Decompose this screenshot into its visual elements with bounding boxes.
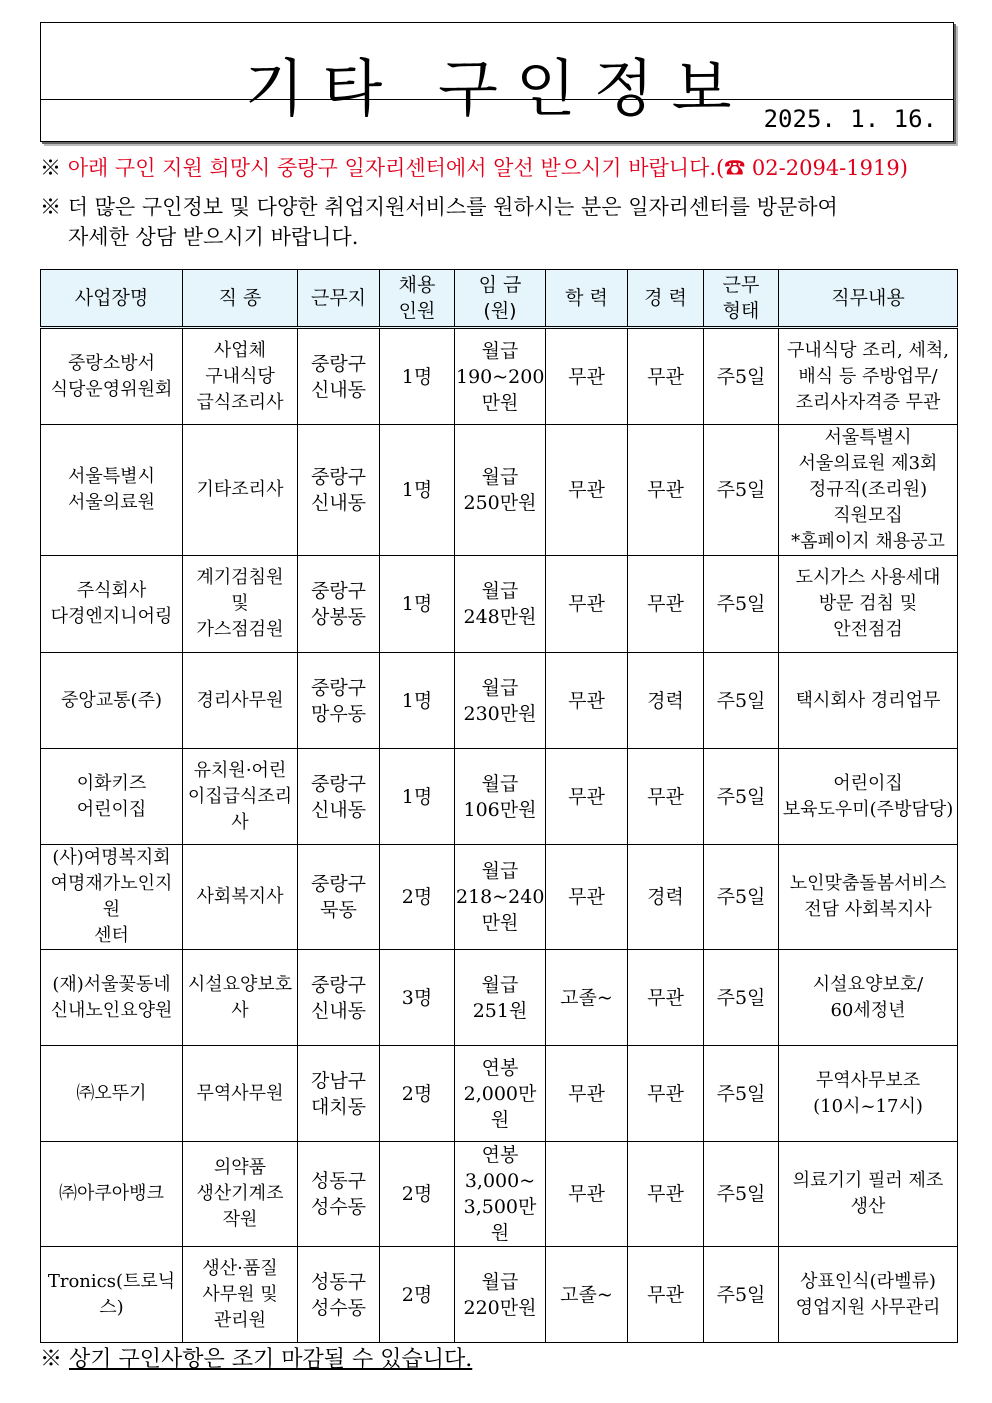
cell-education: 무관 bbox=[546, 749, 628, 845]
cell-job-description: 의료기기 필러 제조 생산 bbox=[779, 1142, 958, 1247]
cell-experience: 무관 bbox=[628, 1247, 704, 1343]
cell-experience: 경력 bbox=[628, 845, 704, 950]
cell-job-type: 경리사무원 bbox=[183, 653, 298, 749]
note-mark: ※ bbox=[40, 156, 61, 180]
table-row bbox=[41, 653, 958, 749]
cell-work-location: 강남구 대치동 bbox=[298, 1046, 380, 1142]
note-mark: ※ bbox=[40, 195, 61, 219]
cell-company-name: 중앙교통(주) bbox=[41, 653, 183, 749]
table-row bbox=[41, 1046, 958, 1142]
cell-headcount: 2명 bbox=[380, 1142, 455, 1247]
cell-job-description: 무역사무보조 (10시~17시) bbox=[779, 1046, 958, 1142]
cell-job-description: 노인맞춤돌봄서비스 전담 사회복지사 bbox=[779, 845, 958, 950]
visit-note-text-1: 더 많은 구인정보 및 다양한 취업지원서비스를 원하시는 분은 일자리센터를 방문하여 bbox=[67, 195, 838, 219]
cell-experience: 무관 bbox=[628, 328, 704, 425]
cell-work-schedule: 주5일 bbox=[704, 1046, 779, 1142]
cell-wage: 월급 250만원 bbox=[455, 425, 546, 556]
cell-work-schedule: 주5일 bbox=[704, 653, 779, 749]
cell-job-description: 상표인식(라벨류) 영업지원 사무관리 bbox=[779, 1247, 958, 1343]
cell-experience: 무관 bbox=[628, 1142, 704, 1247]
cell-job-type: 시설요양보호 사 bbox=[183, 950, 298, 1046]
cell-job-type: 유치원·어린 이집급식조리 사 bbox=[183, 749, 298, 845]
cell-headcount: 1명 bbox=[380, 556, 455, 653]
contact-note-text: 아래 구인 지원 희망시 중랑구 일자리센터에서 알선 받으시기 바랍니다.(☎ 02-2094-1919) bbox=[67, 156, 908, 180]
cell-work-location: 중랑구 망우동 bbox=[298, 653, 380, 749]
title-divider bbox=[41, 99, 953, 100]
cell-wage: 월급 230만원 bbox=[455, 653, 546, 749]
table-row bbox=[41, 845, 958, 950]
footer-note bbox=[40, 1342, 472, 1373]
cell-experience: 무관 bbox=[628, 1046, 704, 1142]
cell-company-name: (재)서울꽃동네 신내노인요양원 bbox=[41, 950, 183, 1046]
table-row bbox=[41, 425, 958, 556]
cell-company-name: ㈜오뚜기 bbox=[41, 1046, 183, 1142]
cell-experience: 무관 bbox=[628, 425, 704, 556]
cell-education: 고졸~ bbox=[546, 950, 628, 1046]
cell-company-name: 주식회사 다경엔지니어링 bbox=[41, 556, 183, 653]
cell-job-description: 도시가스 사용세대 방문 검침 및 안전점검 bbox=[779, 556, 958, 653]
cell-work-schedule: 주5일 bbox=[704, 425, 779, 556]
cell-education: 무관 bbox=[546, 328, 628, 425]
cell-wage: 월급 106만원 bbox=[455, 749, 546, 845]
cell-education: 무관 bbox=[546, 653, 628, 749]
column-header-experience: 경 력 bbox=[628, 270, 704, 328]
cell-company-name: Tronics(트로닉 스) bbox=[41, 1247, 183, 1343]
cell-work-schedule: 주5일 bbox=[704, 556, 779, 653]
page-title: 기타 구인정보 bbox=[244, 52, 750, 125]
cell-headcount: 1명 bbox=[380, 328, 455, 425]
table-row bbox=[41, 1247, 958, 1343]
column-header-headcount: 채용 인원 bbox=[380, 270, 455, 328]
cell-wage: 월급 218~240 만원 bbox=[455, 845, 546, 950]
cell-education: 무관 bbox=[546, 1142, 628, 1247]
cell-work-location: 성동구 성수동 bbox=[298, 1247, 380, 1343]
cell-job-type: 무역사무원 bbox=[183, 1046, 298, 1142]
cell-job-type: 사회복지사 bbox=[183, 845, 298, 950]
cell-job-type: 사업체 구내식당 급식조리사 bbox=[183, 328, 298, 425]
column-header-job-type: 직 종 bbox=[183, 270, 298, 328]
column-header-wage: 임 금 (원) bbox=[455, 270, 546, 328]
cell-headcount: 3명 bbox=[380, 950, 455, 1046]
cell-work-location: 중랑구 상봉동 bbox=[298, 556, 380, 653]
cell-work-location: 중랑구 신내동 bbox=[298, 749, 380, 845]
column-header-company-name: 사업장명 bbox=[41, 270, 183, 328]
cell-work-schedule: 주5일 bbox=[704, 1142, 779, 1247]
cell-work-schedule: 주5일 bbox=[704, 845, 779, 950]
cell-job-type: 의약품 생산기계조 작원 bbox=[183, 1142, 298, 1247]
cell-company-name: 서울특별시 서울의료원 bbox=[41, 425, 183, 556]
cell-job-description: 어린이집 보육도우미(주방담당) bbox=[779, 749, 958, 845]
cell-work-location: 중랑구 신내동 bbox=[298, 950, 380, 1046]
cell-wage: 월급 220만원 bbox=[455, 1247, 546, 1343]
cell-work-schedule: 주5일 bbox=[704, 950, 779, 1046]
table-row bbox=[41, 556, 958, 653]
visit-note-text-2: 자세한 상담 받으시기 바랍니다. bbox=[68, 225, 359, 249]
cell-experience: 무관 bbox=[628, 556, 704, 653]
cell-job-type: 계기검침원 및 가스점검원 bbox=[183, 556, 298, 653]
cell-experience: 경력 bbox=[628, 653, 704, 749]
cell-work-location: 중랑구 신내동 bbox=[298, 328, 380, 425]
cell-work-location: 중랑구 묵동 bbox=[298, 845, 380, 950]
cell-work-schedule: 주5일 bbox=[704, 328, 779, 425]
cell-company-name: 중랑소방서 식당운영위원회 bbox=[41, 328, 183, 425]
cell-headcount: 2명 bbox=[380, 1046, 455, 1142]
cell-education: 고졸~ bbox=[546, 1247, 628, 1343]
table-row bbox=[41, 328, 958, 425]
cell-headcount: 1명 bbox=[380, 749, 455, 845]
job-listing-table bbox=[40, 269, 958, 1343]
cell-company-name: (사)여명복지회 여명재가노인지원 센터 bbox=[41, 845, 183, 950]
cell-education: 무관 bbox=[546, 556, 628, 653]
title-box bbox=[40, 22, 954, 142]
cell-headcount: 2명 bbox=[380, 845, 455, 950]
cell-company-name: ㈜아쿠아뱅크 bbox=[41, 1142, 183, 1247]
column-header-work-schedule: 근무 형태 bbox=[704, 270, 779, 328]
cell-experience: 무관 bbox=[628, 749, 704, 845]
contact-note bbox=[40, 153, 908, 183]
cell-job-description: 서울특별시 서울의료원 제3회 정규직(조리원) 직원모집 *홈페이지 채용공고 bbox=[779, 425, 958, 556]
cell-job-type: 생산·품질 사무원 및 관리원 bbox=[183, 1247, 298, 1343]
cell-education: 무관 bbox=[546, 845, 628, 950]
cell-wage: 월급 190~200 만원 bbox=[455, 328, 546, 425]
document-date: 2025. 1. 16. bbox=[763, 105, 937, 133]
cell-work-schedule: 주5일 bbox=[704, 1247, 779, 1343]
table-row bbox=[41, 749, 958, 845]
cell-work-schedule: 주5일 bbox=[704, 749, 779, 845]
cell-headcount: 1명 bbox=[380, 653, 455, 749]
column-header-work-location: 근무지 bbox=[298, 270, 380, 328]
table-body bbox=[41, 328, 958, 1343]
cell-wage: 월급 248만원 bbox=[455, 556, 546, 653]
cell-work-location: 중랑구 신내동 bbox=[298, 425, 380, 556]
table-header-row bbox=[41, 270, 958, 328]
cell-headcount: 1명 bbox=[380, 425, 455, 556]
cell-company-name: 이화키즈 어린이집 bbox=[41, 749, 183, 845]
cell-work-location: 성동구 성수동 bbox=[298, 1142, 380, 1247]
cell-education: 무관 bbox=[546, 425, 628, 556]
visit-note bbox=[40, 192, 955, 252]
cell-experience: 무관 bbox=[628, 950, 704, 1046]
cell-job-description: 시설요양보호/ 60세정년 bbox=[779, 950, 958, 1046]
cell-headcount: 2명 bbox=[380, 1247, 455, 1343]
cell-wage: 연봉 3,000~ 3,500만원 bbox=[455, 1142, 546, 1247]
column-header-job-description: 직무내용 bbox=[779, 270, 958, 328]
footer-text: 상기 구인사항은 조기 마감될 수 있습니다. bbox=[69, 1347, 473, 1372]
cell-job-type: 기타조리사 bbox=[183, 425, 298, 556]
cell-wage: 월급 251원 bbox=[455, 950, 546, 1046]
footer-mark: ※ bbox=[40, 1347, 63, 1372]
column-header-education: 학 력 bbox=[546, 270, 628, 328]
cell-job-description: 구내식당 조리, 세척, 배식 등 주방업무/ 조리사자격증 무관 bbox=[779, 328, 958, 425]
table-row bbox=[41, 950, 958, 1046]
cell-wage: 연봉 2,000만원 bbox=[455, 1046, 546, 1142]
table-row bbox=[41, 1142, 958, 1247]
cell-job-description: 택시회사 경리업무 bbox=[779, 653, 958, 749]
cell-education: 무관 bbox=[546, 1046, 628, 1142]
